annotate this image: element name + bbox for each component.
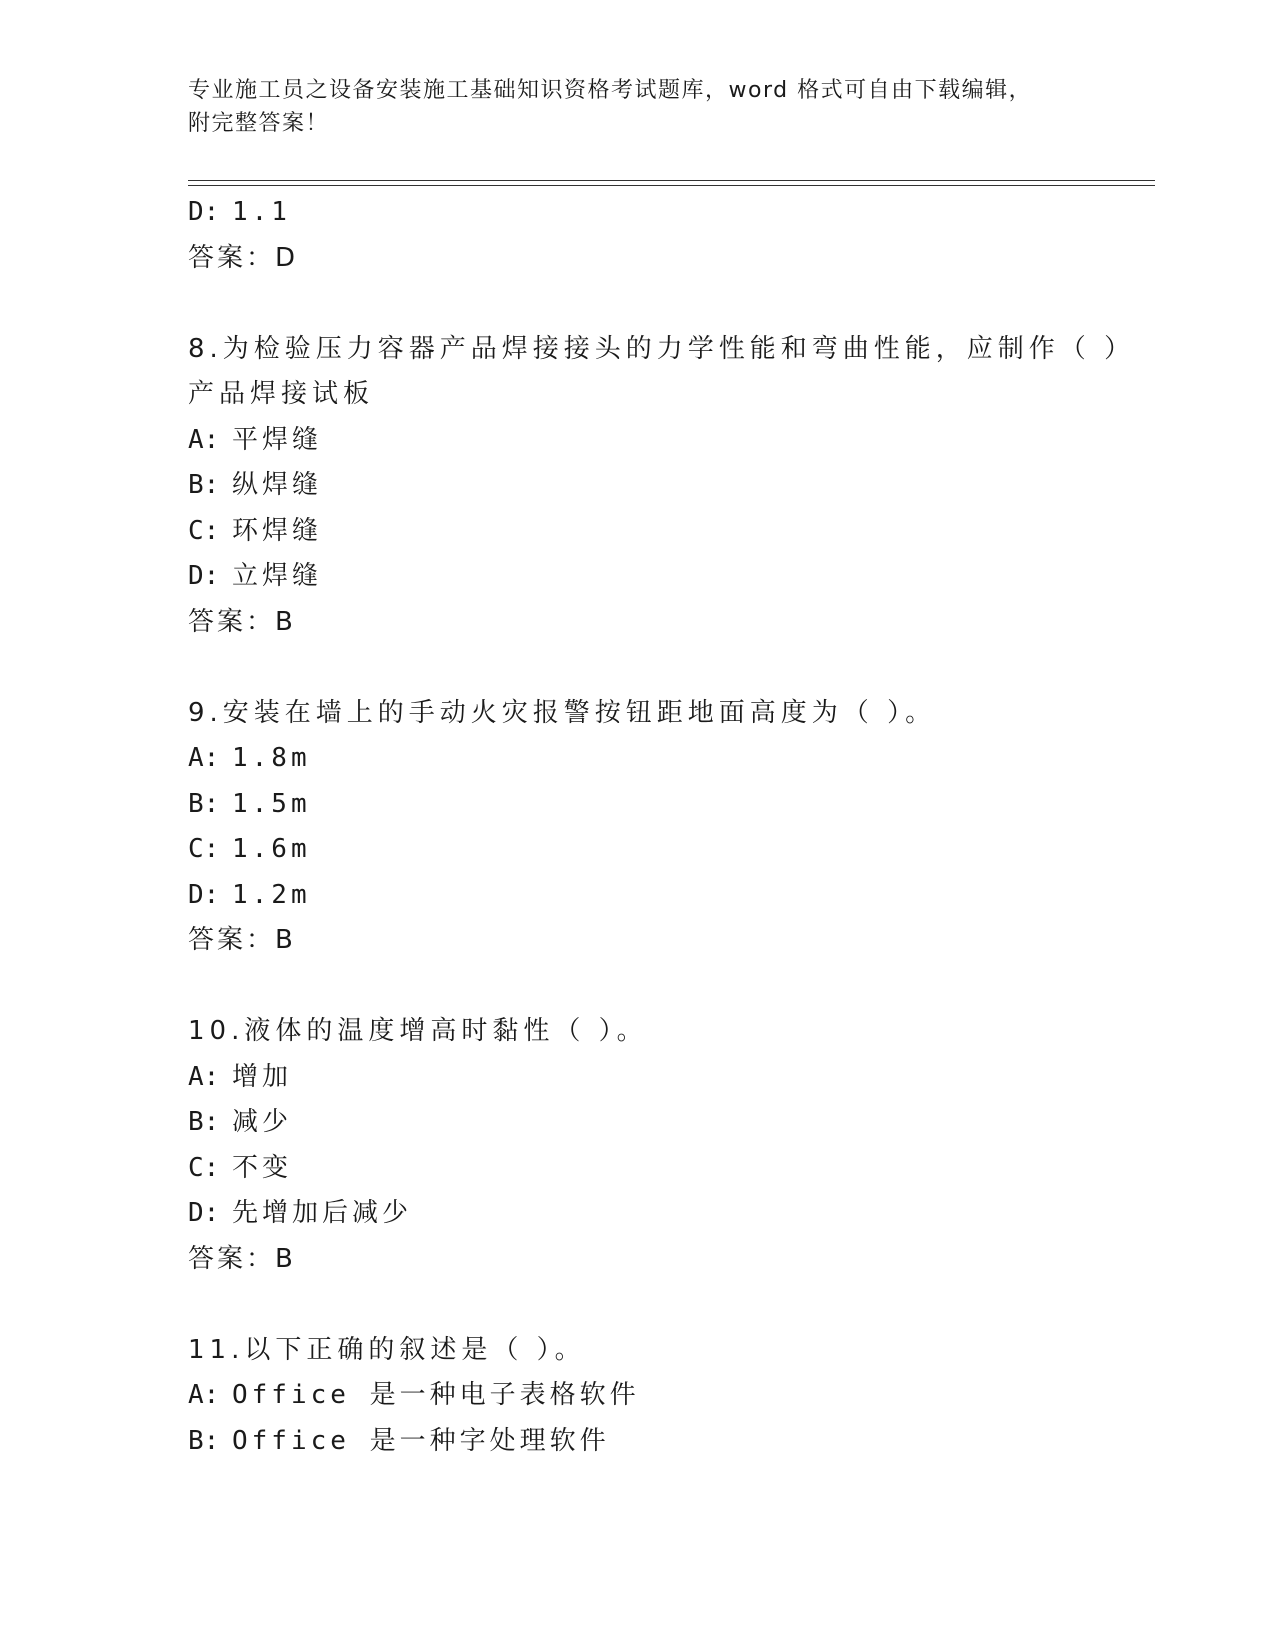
option-text: 不变 bbox=[232, 1152, 293, 1183]
option-letter: C: bbox=[188, 1152, 220, 1183]
option-letter: D: bbox=[188, 1198, 220, 1228]
spacer bbox=[188, 964, 1148, 1010]
q9-answer: 答案：B bbox=[188, 925, 296, 955]
option-text: 先增加后减少 bbox=[232, 1198, 413, 1228]
q8-stem-line-1: 8.为检验压力容器产品焊接接头的力学性能和弯曲性能，应制作（ ） bbox=[188, 333, 1136, 364]
option-text: 1.6m bbox=[232, 834, 311, 864]
q8-option-d bbox=[188, 554, 1148, 600]
option-letter: C: bbox=[188, 515, 220, 546]
option-text: 1.8m bbox=[232, 743, 311, 773]
q9-option-a bbox=[188, 736, 1148, 782]
option-letter: A: bbox=[188, 1380, 220, 1410]
q10-option-c bbox=[188, 1146, 1148, 1192]
q8-option-b bbox=[188, 463, 1148, 509]
q11-stem-line-1: 11.以下正确的叙述是（ ）。 bbox=[188, 1334, 586, 1365]
q10-option-d bbox=[188, 1191, 1148, 1237]
header-divider-bottom bbox=[188, 185, 1155, 186]
document-header bbox=[188, 74, 1088, 140]
q11-option-a bbox=[188, 1373, 1148, 1419]
option-text: 1.2m bbox=[232, 879, 311, 910]
q10-stem-line-1: 10.液体的温度增高时黏性（ ）。 bbox=[188, 1016, 648, 1046]
option-text: 纵焊缝 bbox=[232, 470, 323, 500]
option-letter: A: bbox=[188, 424, 220, 455]
spacer bbox=[188, 1282, 1148, 1328]
option-letter: A: bbox=[188, 1061, 220, 1092]
option-letter: A: bbox=[188, 743, 220, 773]
option-text: Office 是一种电子表格软件 bbox=[232, 1380, 640, 1410]
option-text: 环焊缝 bbox=[232, 515, 323, 546]
q8-answer: 答案：B bbox=[188, 606, 296, 637]
prev-answer: 答案：D bbox=[188, 242, 299, 273]
header-divider-top bbox=[188, 180, 1155, 181]
option-text: 立焊缝 bbox=[232, 561, 323, 591]
q10-option-a bbox=[188, 1055, 1148, 1101]
spacer bbox=[188, 281, 1148, 327]
spacer bbox=[188, 645, 1148, 691]
option-letter: D: bbox=[188, 561, 220, 591]
header-line-1: 专业施工员之设备安装施工基础知识资格考试题库，word 格式可自由下载编辑， bbox=[188, 78, 1033, 103]
q9-stem-line-1: 9.安装在墙上的手动火灾报警按钮距地面高度为（ ）。 bbox=[188, 697, 937, 728]
q8-option-a bbox=[188, 418, 1148, 464]
option-text: 减少 bbox=[232, 1107, 293, 1137]
option-text: 平焊缝 bbox=[232, 424, 323, 455]
option-text: 1.5m bbox=[232, 788, 311, 819]
option-text: Office 是一种字处理软件 bbox=[232, 1425, 610, 1456]
option-text: 1.1 bbox=[232, 197, 291, 227]
q8-stem-line-2: 产品焊接试板 bbox=[188, 379, 375, 409]
option-letter: B: bbox=[188, 788, 220, 819]
q10-answer: 答案：B bbox=[188, 1243, 296, 1274]
option-letter: B: bbox=[188, 1425, 220, 1456]
option-letter: C: bbox=[188, 834, 220, 864]
option-letter: B: bbox=[188, 1107, 220, 1137]
option-text: 增加 bbox=[232, 1061, 293, 1092]
q10-option-b bbox=[188, 1100, 1148, 1146]
option-letter: B: bbox=[188, 470, 220, 500]
option-letter: D: bbox=[188, 197, 220, 227]
question-content bbox=[188, 190, 1148, 1464]
header-line-2: 附完整答案！ bbox=[188, 111, 330, 136]
q11-option-b bbox=[188, 1419, 1148, 1465]
q8-option-c bbox=[188, 509, 1148, 555]
q9-option-b bbox=[188, 782, 1148, 828]
prev-option-d bbox=[188, 190, 1148, 236]
q9-option-c bbox=[188, 827, 1148, 873]
q9-option-d bbox=[188, 873, 1148, 919]
option-letter: D: bbox=[188, 879, 220, 910]
